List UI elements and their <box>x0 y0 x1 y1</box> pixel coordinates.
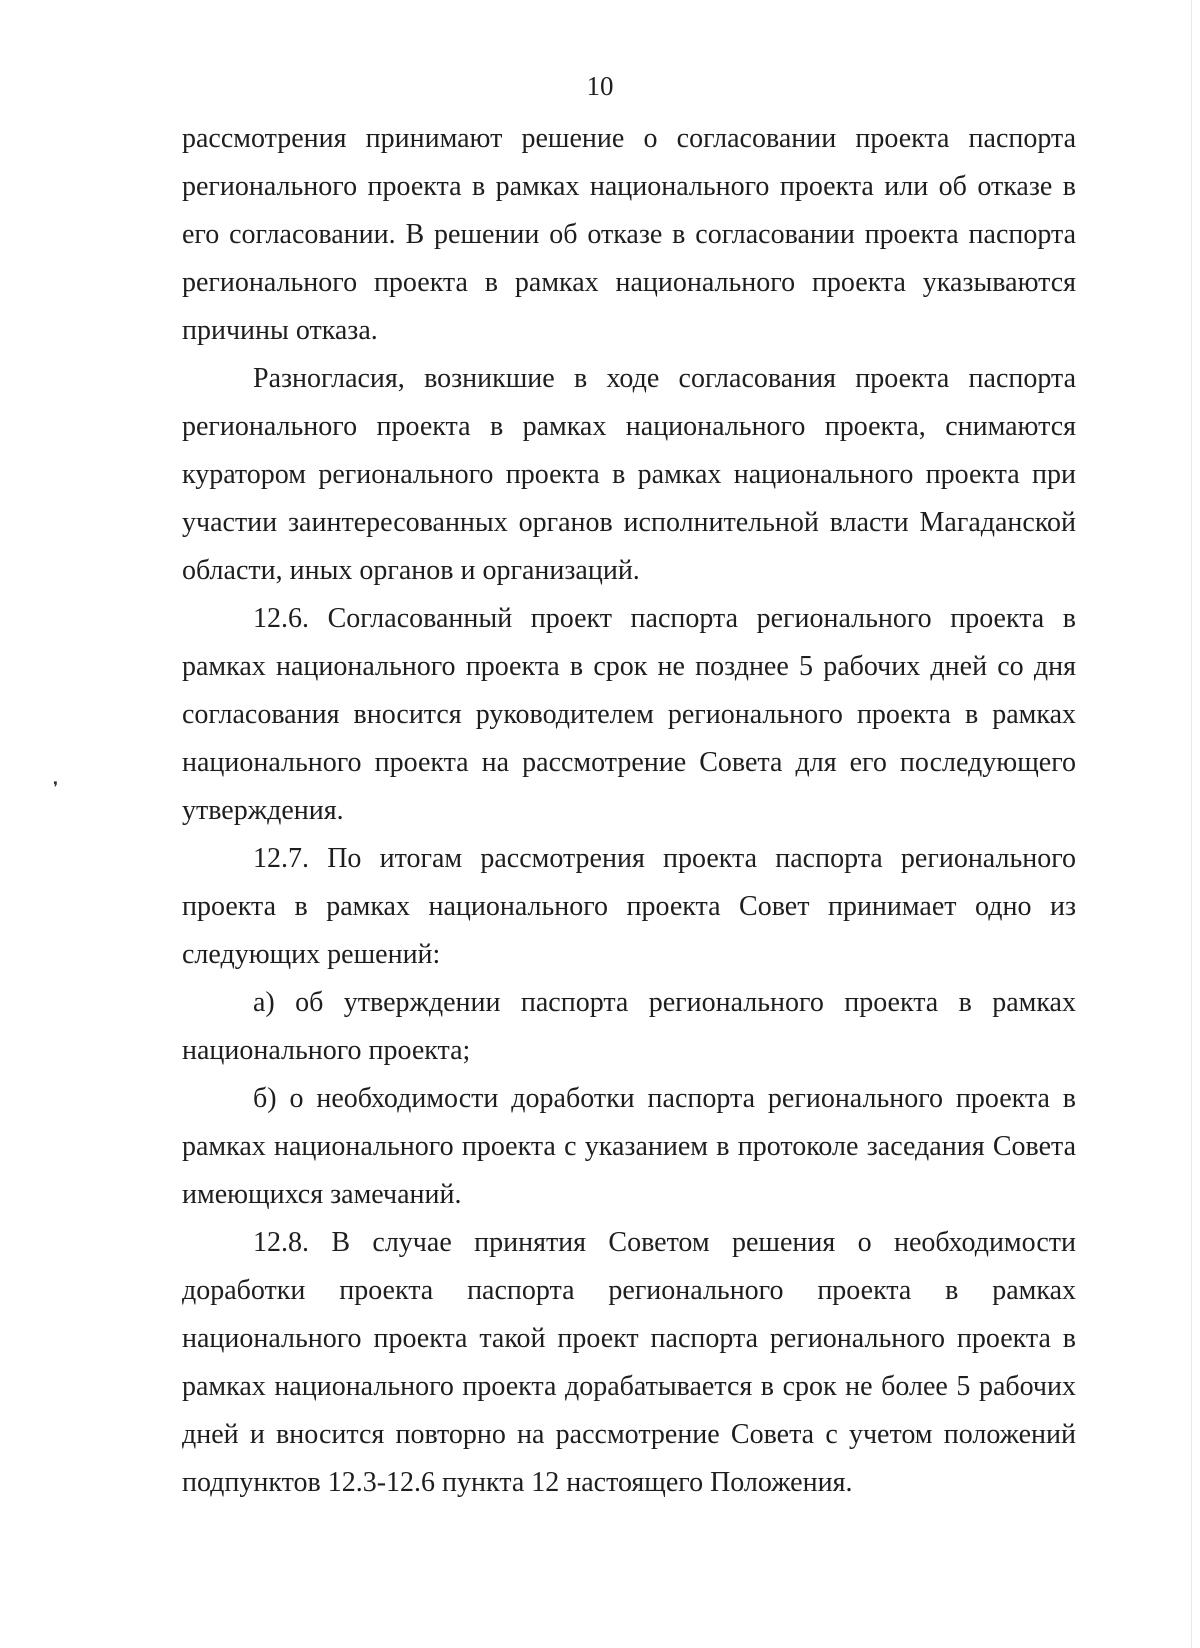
list-item-a: а) об утверждении паспорта регионального проекта в рамках национального проекта; <box>182 987 1076 1066</box>
paragraph-disagreements: Разногласия, возникшие в ходе согласования проекта паспорта регионального проекта в рамках национального проекта, снимаются куратором регионального проекта в рамках национального проекта при участии заинтересованных органов исполнительной власти Магаданской области, иных органов и организаций. <box>182 363 1076 586</box>
scan-speck-mark: ❜ <box>53 780 59 797</box>
paragraph-12-6: 12.6. Согласованный проект паспорта регионального проекта в рамках национального проекта в срок не позднее 5 рабочих дней со дня согласования вносится руководителем регионального проекта в рамках национального проекта на рассмотрение Совета для его последующего утверждения. <box>182 603 1076 826</box>
paragraph-12-7: 12.7. По итогам рассмотрения проекта паспорта регионального проекта в рамках национального проекта Совет принимает одно из следующих решений: <box>182 843 1076 970</box>
list-item-b: б) о необходимости доработки паспорта регионального проекта в рамках национального проекта с указанием в протоколе заседания Совета имеющихся замечаний. <box>182 1083 1076 1210</box>
scan-edge-line <box>1191 0 1192 1648</box>
paragraph-continuation: рассмотрения принимают решение о согласовании проекта паспорта регионального проекта в рамках национального проекта или об отказе в его согласовании. В решении об отказе в согласовании проекта паспорта регионального проекта в рамках национального проекта указываются причины отказа. <box>182 123 1076 346</box>
page-number: 10 <box>586 71 614 101</box>
document-body <box>182 115 1076 1507</box>
paragraph-12-8: 12.8. В случае принятия Советом решения о необходимости доработки проекта паспорта регионального проекта в рамках национального проекта такой проект паспорта регионального проекта в рамках национального проекта дорабатывается в срок не более 5 рабочих дней и вносится повторно на рассмотрение Совета с учетом положений подпунктов 12.3-12.6 пункта 12 настоящего Положения. <box>182 1227 1076 1498</box>
